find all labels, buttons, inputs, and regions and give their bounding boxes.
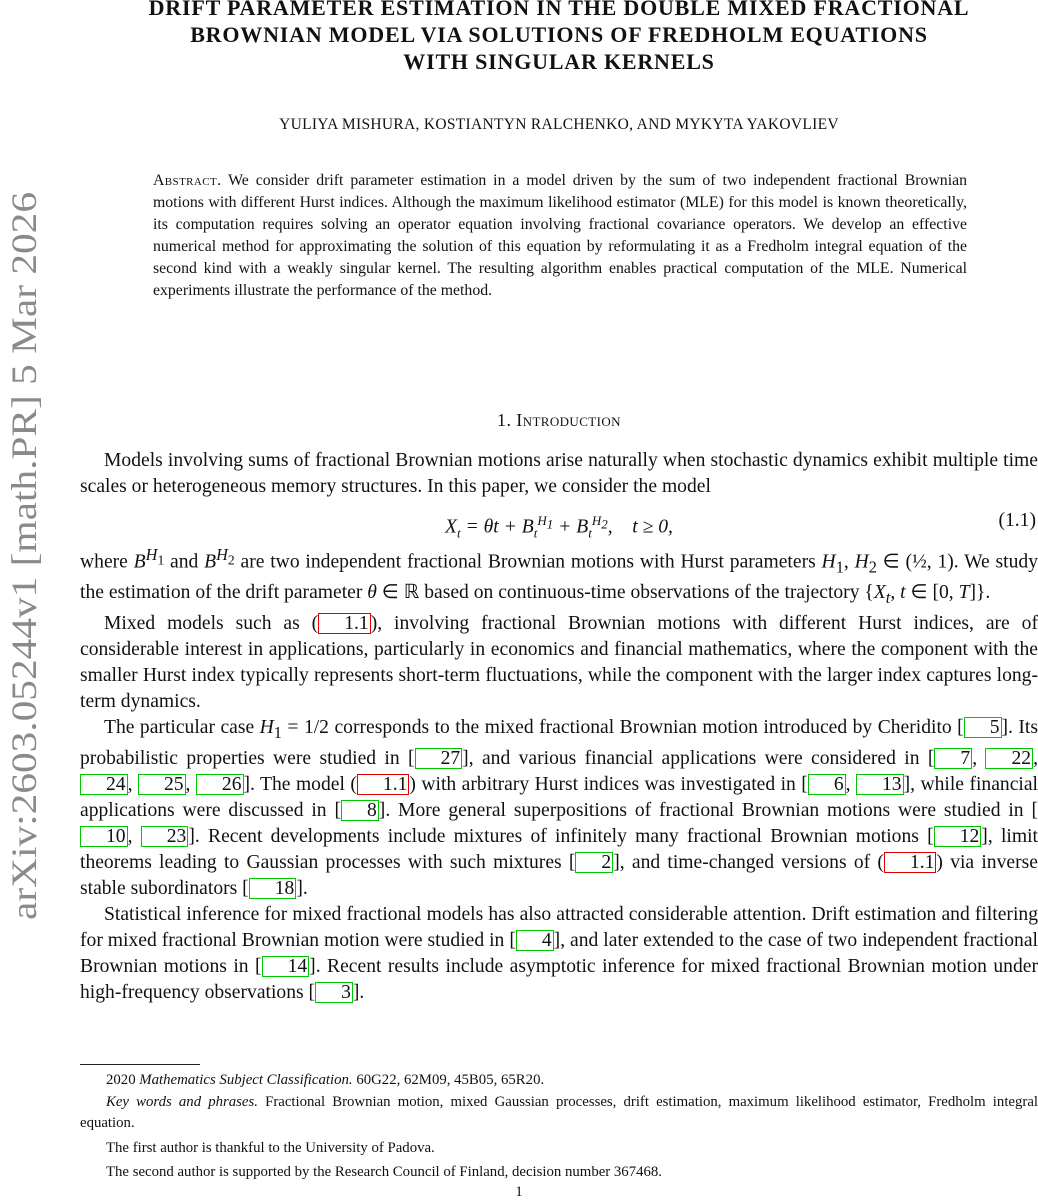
footnote-rule bbox=[80, 1064, 200, 1065]
equation-number: (1.1) bbox=[998, 510, 1036, 531]
title-line-1: DRIFT PARAMETER ESTIMATION IN THE DOUBLE MIXED FRACTIONAL bbox=[148, 0, 970, 20]
paragraph: where $B^{H_1}$ and $B^{H_2}$ are two independent fractional Brownian motions with Hurst parameters $H_1$, $H_2$ ∈ (½, 1). We study the estimation of the drift parameter θ ∈ ℝ based on continuous-time observations of the trajectory {$X_t$, t ∈ [0, T]}. bbox=[80, 545, 1038, 608]
abstract-text: We consider drift parameter estimation in a model driven by the sum of two independent fractional Brownian motions with different Hurst indices. Although the maximum likelihood estimator (MLE) for this model is known theoretically, its computation requires solving an operator equation involving fractional covariance operators. We develop an effective numerical method for approximating the solution of this equation by reformulating it as a Fredholm integral equation of the second kind with a weakly singular kernel. The resulting algorithm enables practical computation of the MLE. Numerical experiments illustrate the performance of the method. bbox=[153, 172, 968, 299]
citation-link[interactable]: 5 bbox=[964, 717, 1002, 738]
equation-1-1 bbox=[80, 504, 1038, 541]
title-line-3: WITH SINGULAR KERNELS bbox=[403, 49, 715, 74]
footnote-first-author: The first author is thankful to the University of Padova. bbox=[106, 1139, 435, 1156]
paragraph: The particular case $H_1 = 1/2$ corresponds to the mixed fractional Brownian motion introduced by Cheridito [ 5 ]. Its probabilistic properties were studied in [ 27 ], and various financial applications were considered in [ 7 , 22 , 24 , 25 , 26 ]. The model ( 1.1 ) with arbitrary Hurst indices was investigated in [ 6 , 13 ], while financial applications were discussed in [ 8 ]. More general superpositions of fractional Brownian motions were studied in [10 , 23 ]. Recent developments include mixtures of infinitely many fractional Brownian motions [ 12 ], limit theorems leading to Gaussian processes with such mixtures [ 2 ], and time-changed versions of ( 1.1 ) via inverse stable subordinators [ 18 ]. bbox=[80, 717, 1038, 900]
author-list: YULIYA MISHURA, KOSTIANTYN RALCHENKO, AND MYKYTA YAKOVLIEV bbox=[279, 116, 839, 133]
citation-link[interactable]: 6 bbox=[808, 774, 846, 795]
equation-expression: $X_t = \theta t + B_t^{H_1} + B_t^{H_2}$, t ≥ 0, bbox=[445, 513, 673, 541]
section-number: 1. bbox=[497, 410, 512, 430]
citation-link[interactable]: 8 bbox=[341, 800, 379, 821]
footnote-second-author: The second author is supported by the Research Council of Finland, decision number 367468. bbox=[106, 1164, 663, 1180]
footnotes bbox=[80, 1070, 1038, 1184]
citation-link[interactable]: 23 bbox=[141, 826, 189, 847]
paragraph: Models involving sums of fractional Brownian motions arise naturally when stochastic dynamics exhibit multiple time scales or heterogeneous memory structures. In this paper, we consider the model bbox=[80, 450, 1038, 497]
footnote-keywords: Key words and phrases. Fractional Brownian motion, mixed Gaussian processes, drift estimation, maximum likelihood estimator, Fredholm integral equation. bbox=[80, 1093, 1038, 1131]
equation-reference-link[interactable]: 1.1 bbox=[357, 774, 410, 795]
citation-link[interactable]: 3 bbox=[315, 982, 353, 1003]
arxiv-stamp-text: arXiv:2603.05244v1 [math.PR] 5 Mar 2026 bbox=[4, 286, 44, 920]
citation-link[interactable]: 13 bbox=[856, 774, 904, 795]
citation-link[interactable]: 24 bbox=[80, 774, 128, 795]
page-number: 1 bbox=[515, 1184, 523, 1200]
citation-link[interactable]: 22 bbox=[985, 748, 1033, 769]
citation-link[interactable]: 14 bbox=[262, 956, 310, 977]
citation-link[interactable]: 10 bbox=[80, 826, 128, 847]
paragraph: Statistical inference for mixed fractional models has also attracted considerable attention. Drift estimation and filtering for mixed fractional Brownian motion were studied in [ 4 ], and later extended to the case of two independent fractional Brownian motions in [ 14 ]. Recent results include asymptotic inference for mixed fractional Brownian motion under high-frequency observations [ 3 ]. bbox=[80, 904, 1038, 1004]
title-line-2: BROWNIAN MODEL VIA SOLUTIONS OF FREDHOLM EQUATIONS bbox=[190, 22, 928, 47]
arxiv-stamp bbox=[2, 190, 44, 920]
citation-link[interactable]: 12 bbox=[934, 826, 982, 847]
section-name: Introduction bbox=[516, 410, 621, 430]
citation-link[interactable]: 4 bbox=[516, 930, 554, 951]
citation-link[interactable]: 27 bbox=[415, 748, 463, 769]
abstract-label: Abstract. bbox=[153, 172, 222, 189]
footnote-msc: 2020 Mathematics Subject Classification. 60G22, 62M09, 45B05, 65R20. bbox=[106, 1072, 545, 1088]
citation-link[interactable]: 7 bbox=[934, 748, 972, 769]
paper-title bbox=[80, 0, 1038, 75]
citation-link[interactable]: 26 bbox=[196, 774, 244, 795]
citation-link[interactable]: 2 bbox=[575, 852, 613, 873]
paragraph: Mixed models such as ( 1.1 ), involving fractional Brownian motions with different Hurst indices, are of considerable interest in applications, particularly in economics and financial mathematics, where the component with the smaller Hurst index typically represents short-term fluctuations, while the component with the larger index captures long-term dynamics. bbox=[80, 613, 1038, 713]
citation-link[interactable]: 25 bbox=[138, 774, 186, 795]
abstract bbox=[153, 170, 967, 302]
equation-reference-link[interactable]: 1.1 bbox=[884, 852, 937, 873]
citation-link[interactable]: 18 bbox=[249, 878, 297, 899]
equation-reference-link[interactable]: 1.1 bbox=[318, 613, 371, 634]
section-heading bbox=[80, 410, 1038, 431]
introduction-body bbox=[80, 448, 1038, 1006]
